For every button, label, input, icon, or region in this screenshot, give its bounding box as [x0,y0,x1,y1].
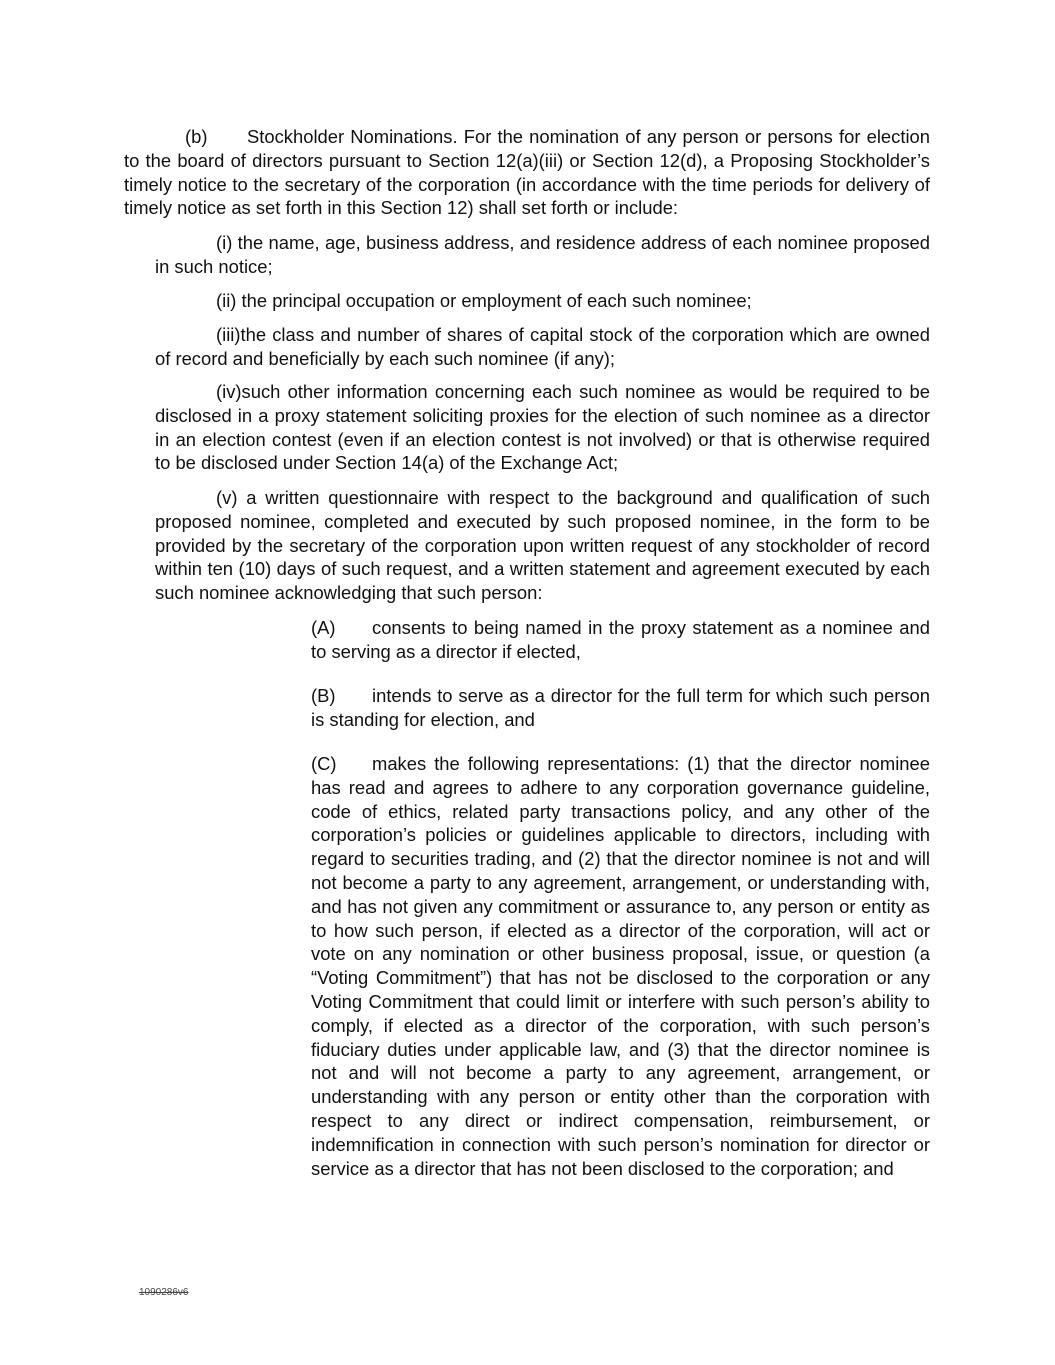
item-i-paragraph: (i) the name, age, business address, and residence address of each nominee proposed in such notice; [155,232,930,277]
section-b-paragraph [124,125,930,220]
subitem-b-label: (B) [311,685,336,706]
item-v-paragraph: (v) a written questionnaire with respect to the background and qualification of such proposed nominee, completed and executed by such proposed nominee, in the form to be provided by the secretary of the corporation upon written request of any stockholder of record within ten (10) days of such request, and a written statement and agreement executed by each such nominee acknowledging that such person: [155,487,930,604]
subitem-c-text: makes the following representations: (1) that the director nominee has read and agrees to adhere to any corporation governance guideline, code of ethics, related party transactions policy, and any other of the corporation’s policies or guidelines applicable to directors, including with regard to securities trading, and (2) that the director nominee is not and will not become a party to any agreement, arrangement, or understanding with, and has not given any commitment or assurance to, any person or entity as to how such person, if elected as a director of the corporation, will act or vote on any nomination or other business proposal, issue, or question (a “Voting Commitment”) that has not be disclosed to the corporation or any Voting Commitment that could limit or interfere with such person’s ability to comply, if elected as a director of the corporation, with such person’s fiduciary duties under applicable law, and (3) that the director nominee is not and will not become a party to any agreement, arrangement, or understanding with any person or entity other than the corporation with respect to any direct or indirect compensation, reimbursement, or indemnification in connection with such person’s nomination for director or service as a director that has not been disclosed to the corporation; and [311,753,930,1179]
subitem-c-label: (C) [311,753,337,774]
item-iii-paragraph: (iii)the class and number of shares of capital stock of the corporation which are owned of record and beneficially by each such nominee (if any); [155,324,930,369]
subitem-a-label: (A) [311,617,336,638]
subitem-a-text: consents to being named in the proxy statement as a nominee and to serving as a director if elected, [311,617,930,662]
subitem-c-paragraph [311,752,930,1180]
document-id-footer: 1090286v6 [139,1287,189,1298]
section-b-label: (b) [185,126,208,147]
item-iv-paragraph: (iv)such other information concerning each such nominee as would be required to be disclosed in a proxy statement soliciting proxies for the election of such nominee as a director in an election contest (even if an election contest is not involved) or that is otherwise required to be disclosed under Section 14(a) of the Exchange Act; [155,381,930,474]
item-ii-paragraph: (ii) the principal occupation or employment of each such nominee; [216,290,752,311]
subitem-a-paragraph [311,616,930,664]
subitem-b-paragraph [311,684,930,732]
subitem-b-text: intends to serve as a director for the full term for which such person is standing for election, and [311,685,930,730]
section-b-text: Stockholder Nominations. For the nomination of any person or persons for election to the board of directors pursuant to Section 12(a)(iii) or Section 12(d), a Proposing Stockholder’s timely notice to the secretary of the corporation (in accordance with the time periods for delivery of timely notice as set forth in this Section 12) shall set forth or include: [124,126,930,219]
